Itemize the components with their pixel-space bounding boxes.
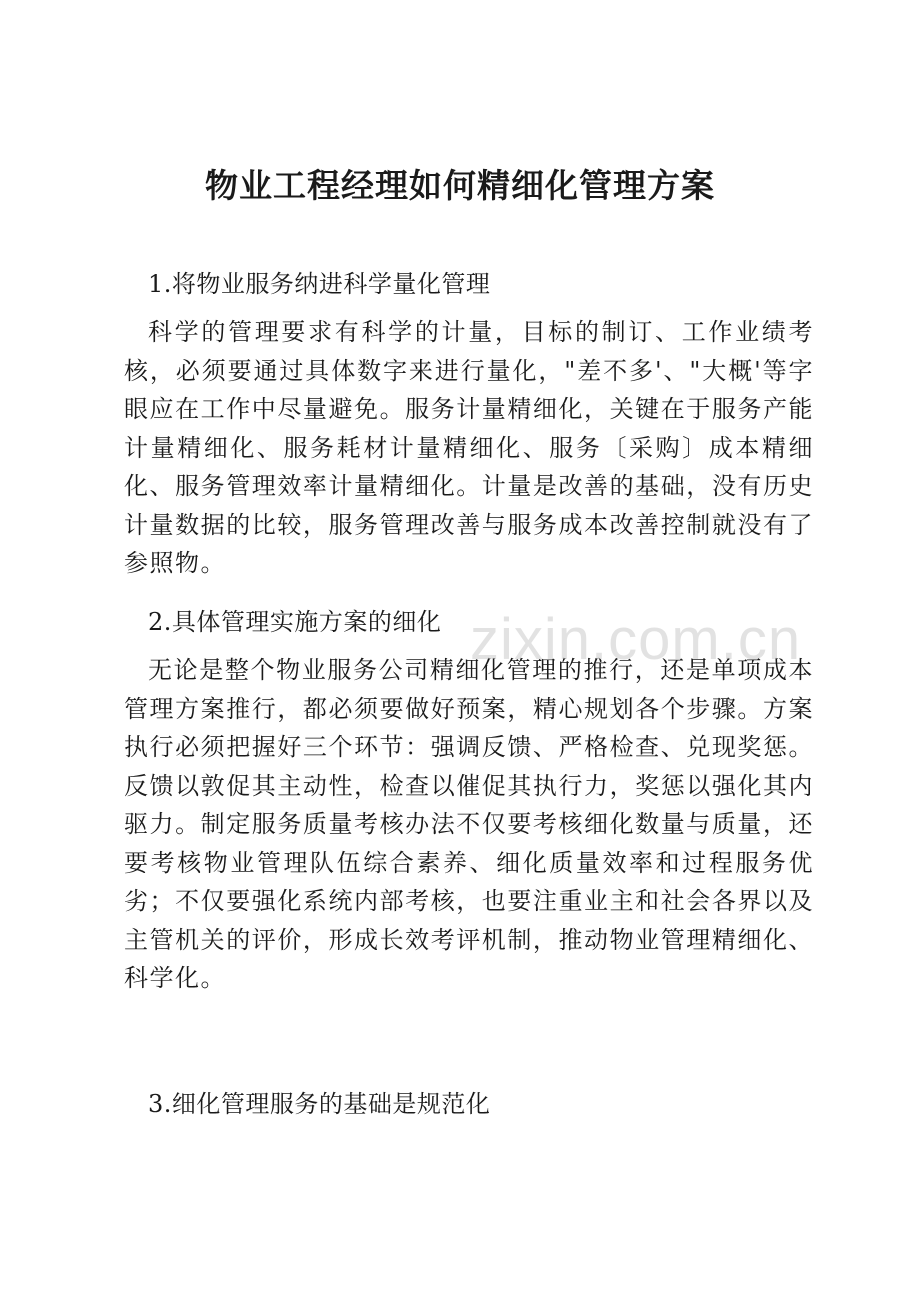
watermark: zixin.com.cn: [470, 607, 802, 672]
section-body-1: 科学的管理要求有科学的计量，目标的制订、工作业绩考核，必须要通过具体数字来进行量化，"差不多'、"大概'等字眼应在工作中尽量避免。服务计量精细化，关键在于服务产能计量精细化、服务耗材计量精细化、服务〔采购〕成本精细化、服务管理效率计量精细化。计量是改善的基础，没有历史计量数据的比较，服务管理改善与服务成本改善控制就没有了参照物。: [124, 318, 814, 577]
section-body-2: 无论是整个物业服务公司精细化管理的推行，还是单项成本管理方案推行，都必须要做好预案，精心规划各个步骤。方案执行必须把握好三个环节：强调反馈、严格检查、兑现奖惩。反馈以敦促其主动性，检查以催促其执行力，奖惩以强化其内驱力。制定服务质量考核办法不仅要考核细化数量与质量，还要考核物业管理队伍综合素养、细化质量效率和过程服务优劣；不仅要强化系统内部考核，也要注重业主和社会各界以及主管机关的评价，形成长效考评机制，推动物业管理精细化、科学化。: [124, 656, 814, 992]
document-title: 物业工程经理如何精细化管理方案: [205, 166, 715, 205]
section-heading-3: 3.细化管理服务的基础是规范化: [148, 1090, 491, 1118]
section-heading-2: 2.具体管理实施方案的细化: [148, 608, 442, 636]
section-heading-1: 1.将物业服务纳进科学量化管理: [148, 270, 491, 298]
